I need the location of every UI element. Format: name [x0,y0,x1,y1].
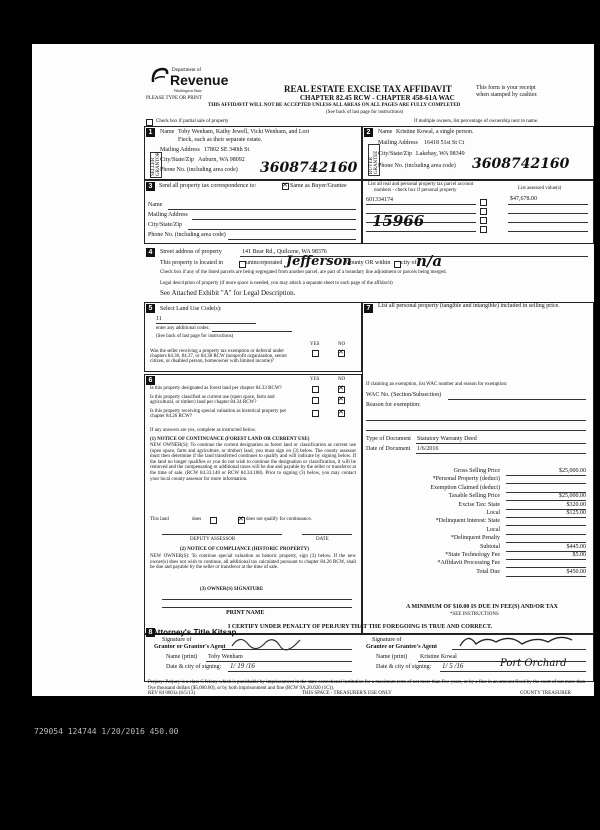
seller-name-value-2[interactable]: Fieck, each as their separate estate. [178,137,263,143]
treasurer-use-only: THIS SPACE - TREASURER'S USE ONLY [302,691,392,696]
section-8-number: 8 [146,628,155,637]
assessed-value[interactable]: $47,678.00 [510,196,537,202]
tax-row-line [506,525,586,526]
attorney-stamp: Attorney's Title Kitsap [152,628,237,637]
grantor-name-label: Name (print) [166,654,198,660]
not-qualify-label: does not qualify for continuance. [246,517,312,522]
forest-no-checkbox[interactable] [338,386,345,393]
wac-label: WAC No. (Section/Subsection) [366,392,442,398]
dor-logo [150,66,170,91]
s3-name-label: Name [148,202,163,208]
date-line[interactable] [302,534,352,535]
assessed-line-4 [508,231,588,232]
date-label: DATE [316,537,329,542]
recording-stamp: 729054 124744 1/20/2016 450.00 [34,727,179,736]
tax-row-label: *Affidavit Processing Fee [437,560,500,567]
reason-line-2[interactable] [366,430,586,431]
current-use-no-checkbox[interactable] [338,397,345,404]
certify-statement: I CERTIFY UNDER PENALTY OF PERJURY THAT THE FOREGOING IS TRUE AND CORRECT. [228,624,493,630]
s3-mail-line[interactable] [192,219,356,220]
legal-description-value[interactable]: See Attached Exhibit "A" for Legal Description. [160,289,296,297]
s3-city-label: City/State/Zip [148,222,182,228]
section-2-number: 2 [364,128,373,137]
seller-name-value[interactable]: Toby Wenham, Kathy Jewell, Vicki Wenham, and Lori [178,129,310,135]
section-4-number: 4 [146,248,155,257]
partial-sale-label: Check box if partial sale of property [156,119,229,124]
wac-line[interactable] [448,399,586,400]
personal-property-checkbox-1[interactable] [480,199,487,206]
grantor-agent-label: Grantor or Grantor's Agent [154,644,226,650]
buyer-name-value[interactable]: Kristine Kowal, a single person. [396,129,474,135]
see-back-note: (See back of last page for instructions) [326,110,404,115]
please-type: PLEASE TYPE OR PRINT [146,96,202,101]
historic-yes-checkbox[interactable] [312,410,319,417]
this-land-label: This land [150,517,169,522]
s1-city-label: City/State/Zip [160,157,194,163]
doc-date-line [416,453,586,454]
s5-see-back: (See back of last page for instructions) [156,334,234,339]
personal-property-label: List all personal property (tangible and intangible) included in selling price. [378,303,560,309]
form-revision: REV 84 0001a (6/5/13) [148,691,195,696]
grantor-sig-label: Signature of [162,637,192,643]
city-of-label: city of [401,260,417,266]
s5-no-header: NO [338,342,346,347]
print-name-label: PRINT NAME [226,610,265,616]
seller-city-value[interactable]: Auburn, WA 98092 [198,157,245,163]
section-6-number: 6 [146,376,155,385]
grantor-name-line [206,661,352,662]
buyer-mail-value[interactable]: 16418 51st St Ct [424,140,465,146]
grantee-name-value[interactable]: Kristine Kowal [420,654,457,660]
same-as-buyer-checkbox[interactable] [282,183,289,190]
land-use-code[interactable]: 11 [156,316,162,322]
doc-date-value[interactable]: 1/6/2016 [417,446,439,452]
legal-description-label: Legal description of property (if more space is needed, you may attach a separate sheet to each page of the affidavit) [160,281,393,286]
owner-signature-label: (3) OWNER(S) SIGNATURE [200,587,264,592]
unincorporated-label: unincorporated [246,260,283,266]
send-correspondence-label: Send all property tax correspondence to: [159,183,257,189]
parcel-header: List all real and personal property tax parcel account [368,182,474,187]
section-3-number: 3 [146,182,155,191]
historic-no-checkbox[interactable] [338,410,345,417]
tax-row-line [506,483,586,484]
county-treasurer: COUNTY TREASURER [520,691,571,696]
personal-property-checkbox-3[interactable] [480,217,487,224]
s3-phone-line[interactable] [228,239,356,240]
tax-row-label: Gross Selling Price [453,468,500,474]
grantee-agent-label: Grantee or Grantee's Agent [366,644,438,650]
grantor-date-label: Date & city of signing: [166,664,222,670]
logo-state: Washington State [174,88,202,93]
s2-phone-label: Phone No. (including area code) [378,163,456,169]
grantor-name-value[interactable]: Toby Wenham [208,654,243,660]
tax-row-label: *Personal Property (deduct) [432,476,500,483]
tax-row-value[interactable]: $25,000.00 [559,468,586,474]
tax-row-line [506,576,586,577]
grantee-date-line [440,671,586,672]
forest-land-question: Is this property designated as forest land per chapter 84.33 RCW? [150,386,282,391]
grantor-date-line [228,671,352,672]
s3-city-line[interactable] [188,229,356,230]
seller-mail-value[interactable]: 17802 SE 340th St [204,147,250,153]
deputy-assessor-line[interactable] [162,534,282,535]
buyer-city-value[interactable]: Lakebay, WA 98349 [416,151,465,157]
affidavit-page [32,44,594,696]
section-7-number: 7 [364,304,373,313]
assessed-header: List assessed value(s) [518,186,562,191]
multiple-owners-note: If multiple owners, list percentage of ownership next to name. [414,119,539,124]
county-handwritten[interactable]: Jefferson [286,254,352,269]
tax-row-label: Total Due [476,568,500,575]
segregated-note: Check box if any of the listed parcels are being segregated from another parcel, are part of a boundary line adjustment or parcels being merged. [160,270,447,275]
grantee-date-value[interactable]: 1/ 5 /16 [442,662,464,670]
seller-grantor-label: SELLER GRANTOR [151,151,161,176]
grantor-date-value[interactable]: 1/ 19 /16 [230,662,255,670]
tax-row-value[interactable]: $5.00 [572,552,586,558]
form-chapter: CHAPTER 82.45 RCW - CHAPTER 458-61A WAC [300,94,455,102]
partial-sale-checkbox[interactable] [146,119,153,126]
section-1-number: 1 [146,128,155,137]
perjury-note: Perjury: Perjury is a class C felony which is punishable by imprisonment in the state correctional institution for a maximum term of not more than five years, or by a fine in an amount fixed by the court of not more than five thousand dollars ($5,000.00), or by both imprisonment and fine (RCW 9A.20.020 (1C)). [148,680,586,691]
tax-row-label: *Delinquent Penalty [450,535,500,542]
parcel-number[interactable]: 601334174 [366,197,393,203]
notice-compliance-body: NEW OWNER(S): To continue special valuation as historic property, sign (3) below. If the new owner(s) does not wish to continue, all additional tax calculated pursuant to chapter 84.26 RCW, shall be due and payable by the seller or transferor at the time of sale. [150,554,356,571]
assessed-line-1 [508,204,588,205]
reason-label: Reason for exemption: [366,402,421,408]
dor-logo-icon [150,66,170,86]
doc-type-label: Type of Document [366,436,411,442]
doc-type-line [416,443,586,444]
grantor-signature [230,632,310,652]
minimum-fee-note: A MINIMUM OF $10.00 IS DUE IN FEE(S) AND/OR TAX [406,604,558,610]
receipt-note-2: when stamped by cashier. [476,92,538,98]
owner-print-line[interactable] [162,607,352,608]
personal-property-checkbox-4[interactable] [480,226,487,233]
tax-row-label: Taxable Selling Price [448,493,500,500]
tax-row-line [506,559,586,560]
does-qualify-checkbox[interactable] [210,517,217,524]
tax-row-value[interactable]: $25,000.00 [559,493,586,500]
s6-yes-header: YES [310,377,320,382]
doc-type-value[interactable]: Statutory Warranty Deed [417,436,477,442]
tax-row-label: Local [486,510,500,516]
tax-row-label: Subtotal [479,543,500,550]
s3-phone-label: Phone No. (including area code) [148,232,226,238]
buyer-grantee-label: BUYER GRANTEE [368,144,380,176]
same-as-buyer-label: Same as Buyer/Grantee [290,183,347,189]
parcel-line-4 [366,231,476,232]
s2-name-label: Name [378,129,393,135]
tax-row-label: *Delinquent Interest: State [435,518,500,525]
assessed-line-3 [508,222,588,223]
logo-dept: Department of [172,68,202,73]
street-address-label: Street address of property [160,249,222,255]
tax-row-line [506,517,586,518]
within-city-checkbox[interactable] [394,261,401,268]
s3-name-line[interactable] [168,209,356,210]
parcel-header-2: numbers - check box if personal property [374,188,457,193]
s1-phone-label: Phone No. (including area code) [160,167,238,173]
additional-codes-label: enter any additional codes: [156,326,210,331]
land-use-line [156,323,256,324]
receipt-note-1: This form is your receipt [476,85,536,91]
exemption-no-checkbox[interactable] [338,350,345,357]
exemption-claim-label: If claiming an exemption, list WAC number and reason for exemption: [366,382,508,387]
additional-codes-line[interactable] [212,331,292,332]
s1-name-label: Name [160,129,175,135]
s5-yes-header: YES [310,342,320,347]
doc-date-label: Date of Document [366,446,411,452]
notice-continuance-body: NEW OWNER(S): To continue the current designation as forest land or classification as current use (open space, farm and agriculture, or timber) land, you must sign on (3) below. The county assessor must then determine if the land transferred continues to qualify and will indicate by signing below. If the land no longer qualifies or you do not wish to continue the designation or classification, it will be removed and the compensating or additional taxes will be due and payable by the seller or transferor at the time of sale. (RCW 84.33.140 or RCW 84.34.108). Prior to signing (3) below, you may contact your local county assessor for more information. [150,443,356,482]
grantee-name-label: Name (print) [376,654,408,660]
land-use-label: Select Land Use Code(s): [160,306,222,312]
see-instructions-note: *SEE INSTRUCTIONS [450,612,499,617]
exemption-yes-checkbox[interactable] [312,350,319,357]
s2-mail-label: Mailing Address [378,140,418,146]
tax-row-label: Local [486,526,500,533]
located-in-label: This property is located in [160,260,223,266]
notice-continuance-title: (1) NOTICE OF CONTINUANCE (FOREST LAND OR CURRENT USE) [150,437,310,442]
tax-row-label: Excise Tax: State [458,501,500,508]
unincorporated-checkbox[interactable] [239,261,246,268]
if-any-yes-note: If any answers are yes, complete as instructed below. [150,428,257,433]
exemption-question: Was the seller receiving a property tax exemption or deferral under chapters 84.36, 84.37, or 84.38 RCW (nonprofit organization, senior citizen, or disabled person, homeowner with limited income)? [150,349,288,364]
tax-row-value[interactable]: $125.00 [566,510,586,516]
tax-row-label: *State Technology Fee [445,552,500,558]
reason-line-1[interactable] [366,420,586,421]
assessed-line-2 [508,213,588,214]
not-accepted-note: THIS AFFIDAVIT WILL NOT BE ACCEPTED UNLESS ALL AREAS ON ALL PAGES ARE FULLY COMPLETED [208,103,461,108]
personal-property-checkbox-2[interactable] [480,208,487,215]
does-label: does [192,517,202,522]
county-or-within-label: County OR within [346,260,391,266]
logo-name: Revenue [170,72,229,88]
tax-row-value[interactable]: $320.00 [566,501,586,508]
grantee-sig-label: Signature of [372,637,402,643]
owner-signature-line[interactable] [162,599,352,600]
s3-mail-label: Mailing Address [148,212,188,218]
tax-row-value[interactable]: $450.00 [566,568,586,575]
grantee-date-label: Date & city of signing: [376,664,432,670]
grantee-signature [456,630,576,652]
s6-no-header: NO [338,377,346,382]
section-5-number: 5 [146,304,155,313]
does-not-qualify-checkbox[interactable] [238,517,245,524]
historic-question: Is this property receiving special valuation as historical property per chapter 84.26 RCW? [150,409,287,419]
s2-city-label: City/State/Zip [378,151,412,157]
tax-row-line [506,534,586,535]
grantee-city-value[interactable]: Port Orchard [500,658,567,669]
tax-row-label: Exemption Claimed (deduct) [430,484,500,491]
notice-compliance-title: (2) NOTICE OF COMPLIANCE (HISTORIC PROPERTY) [180,547,309,552]
street-address-value[interactable]: 141 Bear Rd., Quilcene, WA 98376 [242,249,327,255]
buyer-phone-value[interactable]: 3608742160 [472,156,570,172]
seller-phone-value[interactable]: 3608742160 [260,160,358,176]
form-title: REAL ESTATE EXCISE TAX AFFIDAVIT [284,84,452,94]
handwritten-number: 15966 [372,212,425,230]
current-use-yes-checkbox[interactable] [312,397,319,404]
deputy-assessor-label: DEPUTY ASSESSOR [190,537,236,542]
tax-row-line [506,475,586,476]
city-handwritten[interactable]: n/a [416,252,443,270]
forest-yes-checkbox[interactable] [312,386,319,393]
current-use-question: Is this property classified as current use (open space, farm and agricultural, or timber) land per chapter 84.34 RCW? [150,395,275,405]
tax-row-value[interactable]: $445.00 [566,543,586,550]
s1-mail-label: Mailing Address [160,147,200,153]
parcel-line-1 [366,204,476,205]
